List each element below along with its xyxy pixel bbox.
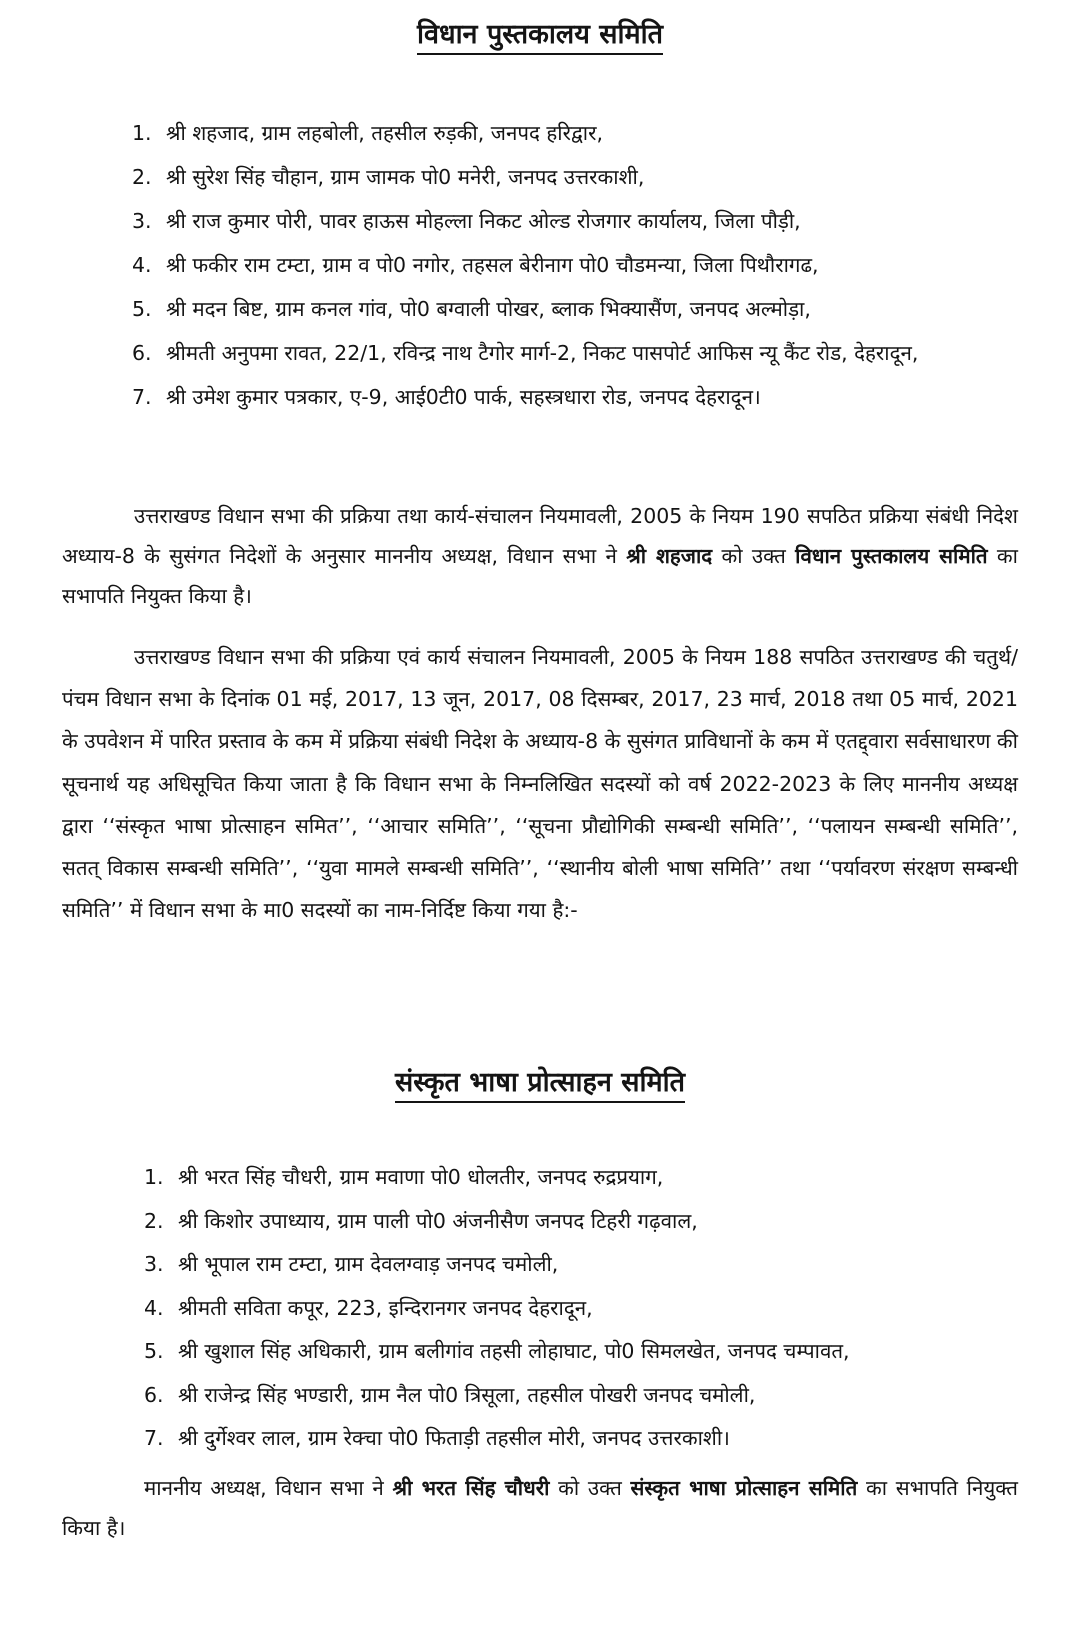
library-committee-chairman-paragraph: उत्तराखण्ड विधान सभा की प्रक्रिया तथा कार्य-संचालन नियमावली, 2005 के नियम 190 सपठित प्रक्रिया संबंधी निदेश अध्याय-8 के सुसंगत निदेशों के अनुसार माननीय अध्यक्ष, विधान सभा ने श्री शहजाद को उक्त विधान पुस्तकालय समिति का सभापति नियुक्त किया है। [62,504,1018,608]
sanskrit-committee-chairman-paragraph: माननीय अध्यक्ष, विधान सभा ने श्री भरत सिंह चौधरी को उक्त संस्कृत भाषा प्रोत्साहन समिति का सभापति नियुक्त किया है। [62,1476,1018,1540]
sanskrit-committee-member-list [144,1156,1020,1461]
list-item: 1. श्री भरत सिंह चौधरी, ग्राम मवाणा पो0 धोलतीर, जनपद रुद्रप्रयाग, [144,1165,664,1189]
library-committee-heading: विधान पुस्तकालय समिति [0,14,1080,51]
list-item: 2. श्री सुरेश सिंह चौहान, ग्राम जामक पो0 मनेरी, जनपद उत्तरकाशी, [132,165,645,189]
list-item: 6. श्री राजेन्द्र सिंह भण्डारी, ग्राम नैल पो0 त्रिसूला, तहसील पोखरी जनपद चमोली, [144,1382,756,1407]
list-item: 3. श्री भूपाल राम टम्टा, ग्राम देवलग्वाड़ जनपद चमोली, [144,1252,559,1276]
list-item: 2. श्री किशोर उपाध्याय, ग्राम पाली पो0 अंजनीसैण जनपद टिहरी गढ़वाल, [144,1208,698,1233]
sanskrit-committee-heading: संस्कृत भाषा प्रोत्साहन समिति [0,1062,1080,1099]
library-committee-member-list [132,111,1020,419]
list-item: 6. श्रीमती अनुपमा रावत, 22/1, रविन्द्र नाथ टैगोर मार्ग-2, निकट पासपोर्ट आफिस न्यू कैंट रोड, देहरादून, [132,341,919,365]
list-item: 3. श्री राज कुमार पोरी, पावर हाऊस मोहल्ला निकट ओल्ड रोजगार कार्यालय, जिला पौड़ी, [132,209,801,233]
list-item: 7. श्री दुर्गेश्वर लाल, ग्राम रेक्चा पो0 फिताड़ी तहसील मोरी, जनपद उत्तरकाशी। [144,1426,730,1450]
list-item: 4. श्री फकीर राम टम्टा, ग्राम व पो0 नगोर, तहसल बेरीनाग पो0 चौडमन्या, जिला पिथौरागढ, [132,253,819,277]
list-item: 1. श्री शहजाद, ग्राम लहबोली, तहसील रुड़की, जनपद हरिद्वार, [132,121,603,145]
list-item: 7. श्री उमेश कुमार पत्रकार, ए-9, आई0टी0 पार्क, सहस्त्रधारा रोड, जनपद देहरादून। [132,385,761,409]
list-item: 4. श्रीमती सविता कपूर, 223, इन्दिरानगर जनपद देहरादून, [144,1295,593,1320]
list-item: 5. श्री खुशाल सिंह अधिकारी, ग्राम बलीगांव तहसी लोहाघाट, पो0 सिमलखेत, जनपद चम्पावत, [144,1339,850,1363]
list-item: 5. श्री मदन बिष्ट, ग्राम कनल गांव, पो0 बग्वाली पोखर, ब्लाक भिक्यासैंण, जनपद अल्मोड़ा, [132,297,811,321]
committee-notification-paragraph: उत्तराखण्ड विधान सभा की प्रक्रिया एवं कार्य संचालन नियमावली, 2005 के नियम 188 सपठित उत्तराखण्ड की चतुर्थ/पंचम विधान सभा के दिनांक 01 मई, 2017, 13 जून, 2017, 08 दिसम्बर, 2017, 23 मार्च, 2018 तथा 05 मार्च, 2021 के उपवेशन में पारित प्रस्ताव के कम में प्रक्रिया संबंधी निदेश के अध्याय-8 के सुसंगत प्राविधानों के कम में एतद्द्वारा सर्वसाधारण की सूचनार्थ यह अधिसूचित किया जाता है कि विधान सभा के निम्नलिखित सदस्यों को वर्ष 2022-2023 के लिए माननीय अध्यक्ष द्वारा ‘‘संस्कृत भाषा प्रोत्साहन समित’’, ‘‘आचार समिति’’, ‘‘सूचना प्रौद्योगिकी सम्बन्धी समिति’’, ‘‘पलायन सम्बन्धी समिति’’, सतत् विकास सम्बन्धी समिति’’, ‘‘युवा मामले सम्बन्धी समिति’’, ‘‘स्थानीय बोली भाषा समिति’’ तथा ‘‘पर्यावरण संरक्षण सम्बन्धी समिति’’ में विधान सभा के मा0 सदस्यों का नाम-निर्दिष्ट किया गया है:- [62,645,1018,923]
